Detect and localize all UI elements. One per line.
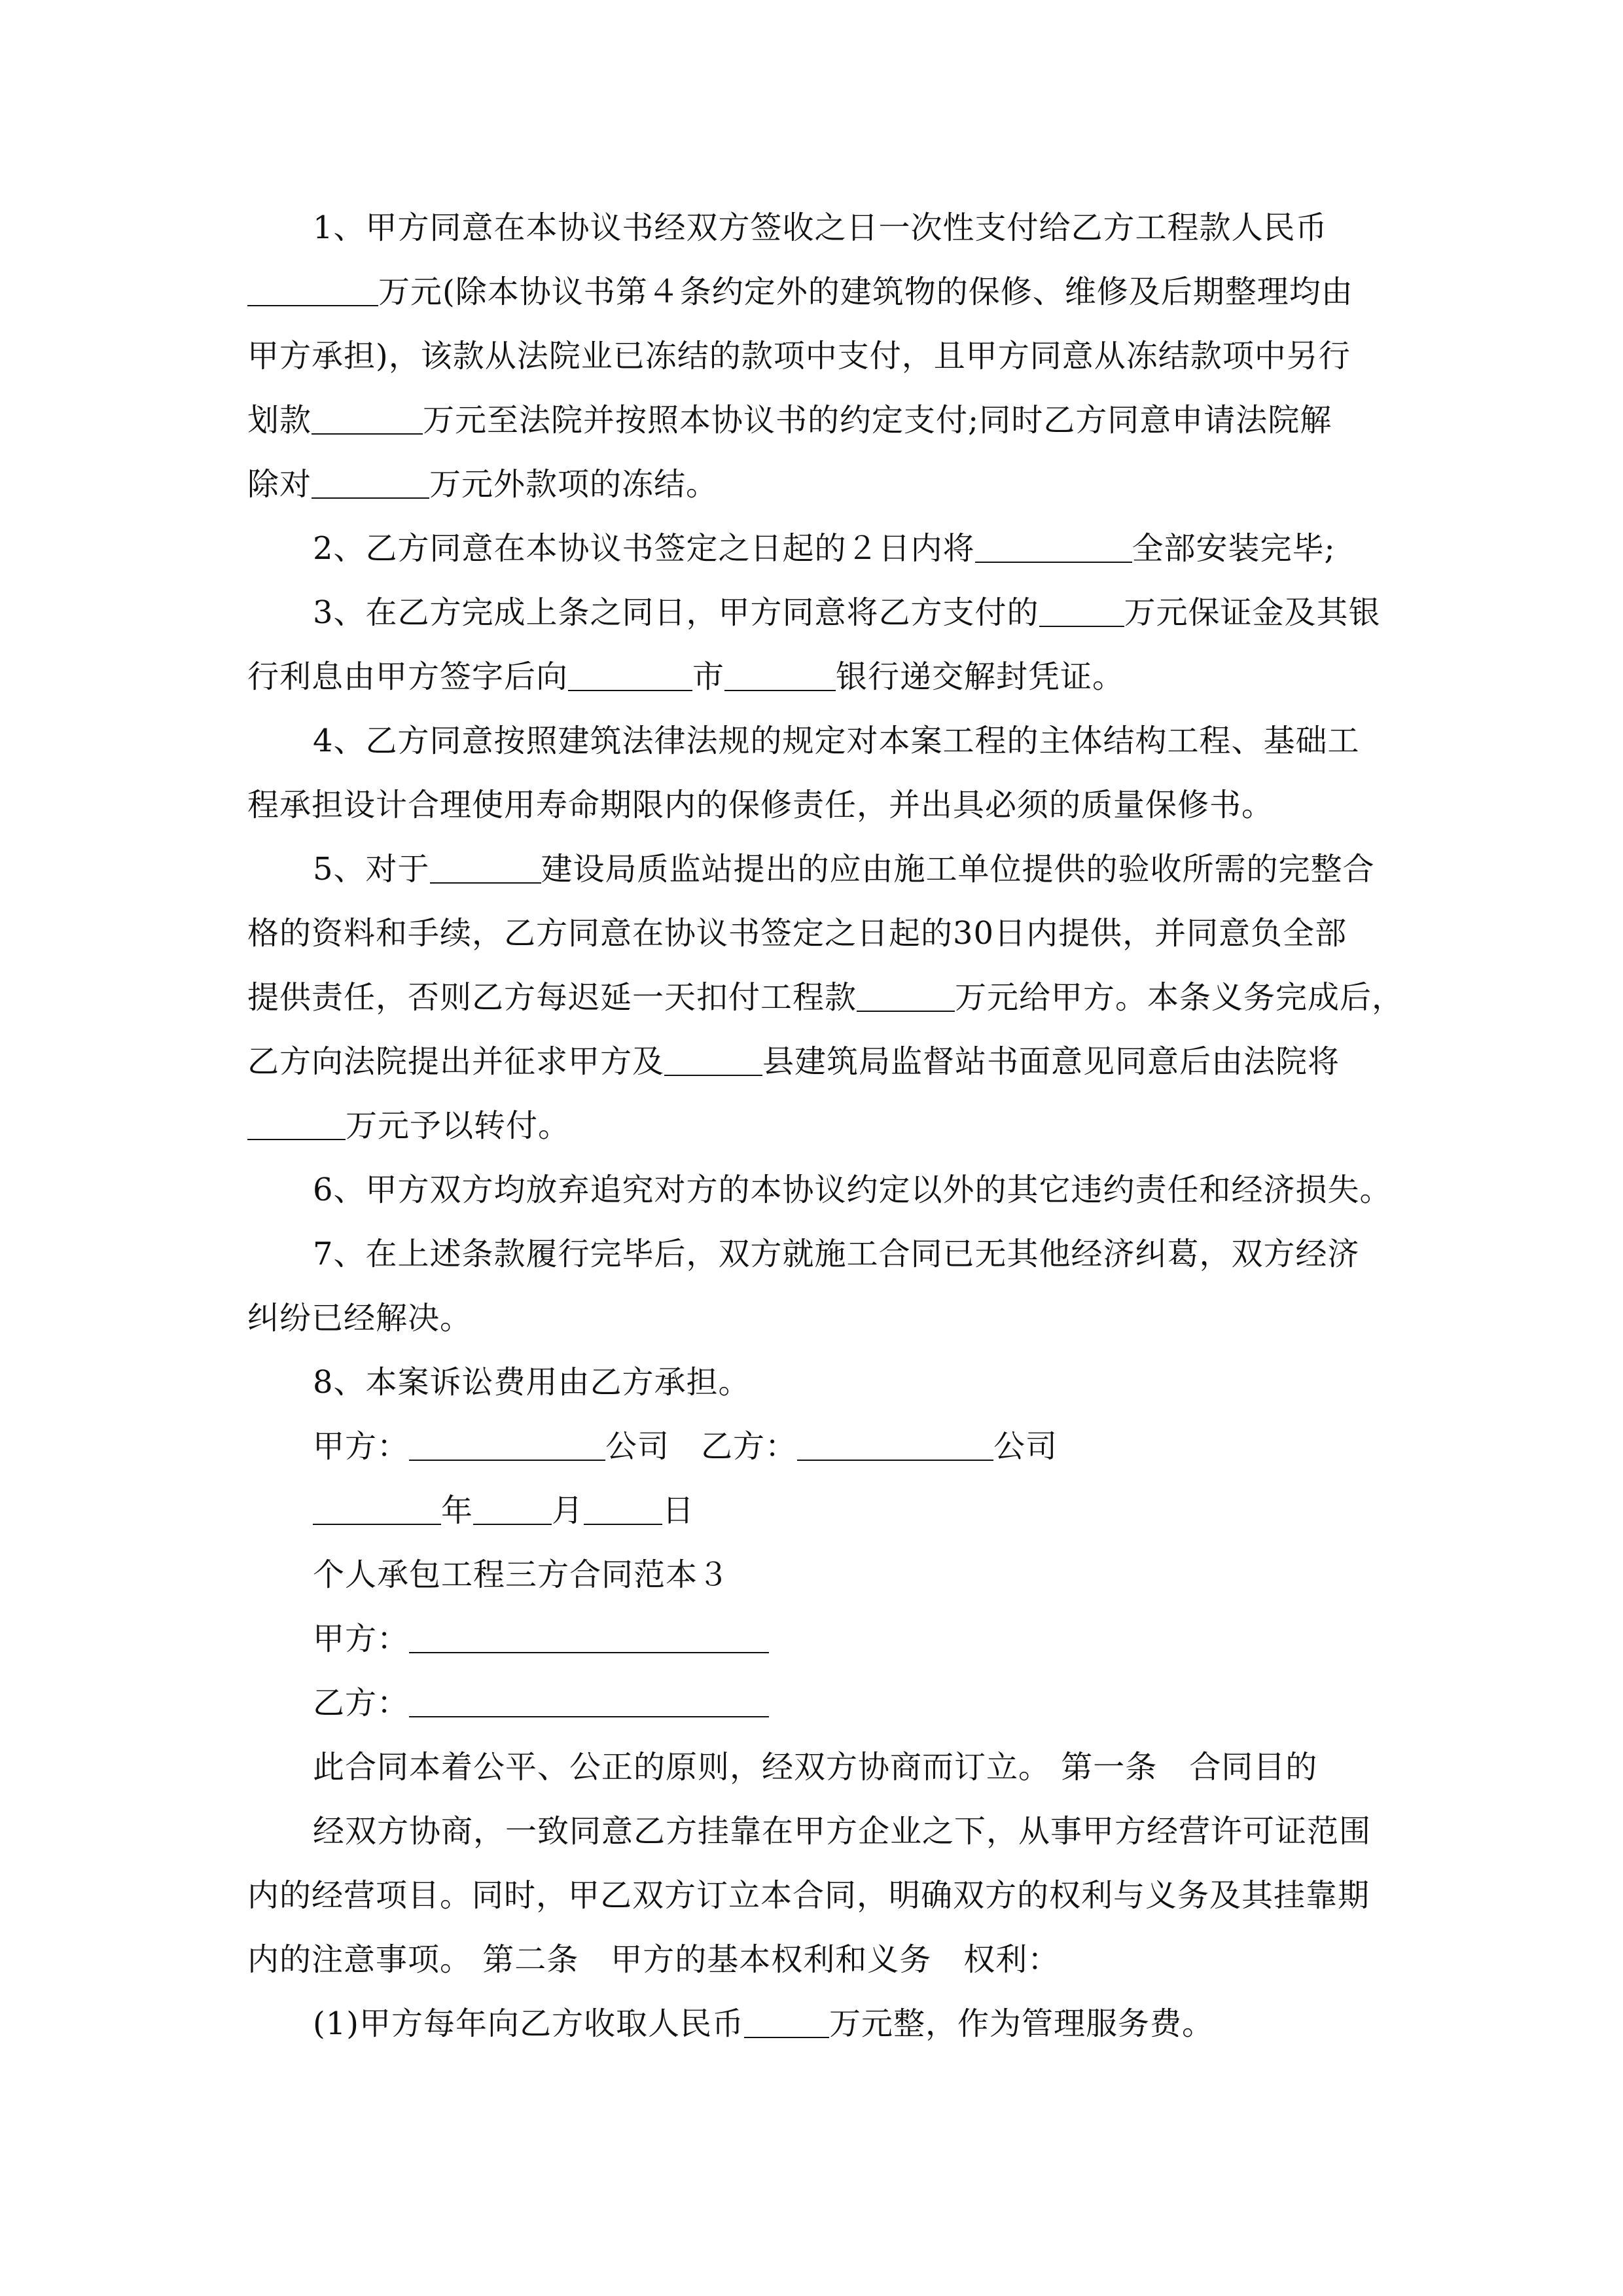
clause-5-line-1: 5、对于 建设局质监站提出的应由施工单位提供的验收所需的完整合 (313, 851, 1375, 888)
party-b-line: 乙方： (313, 1683, 769, 1723)
clause-8: 8、本案诉讼费用由乙方承担。 (313, 1364, 751, 1401)
intro-line: 此合同本着公平、公正的原则，经双方协商而订立。 第一条 合同目的 (313, 1749, 1318, 1785)
blank-amount[interactable] (247, 276, 378, 306)
clause-2: 2、乙方同意在本协议书签定之日起的２日内将 全部安装完毕; (313, 530, 1336, 567)
blank-county[interactable] (664, 1046, 762, 1076)
clause-3-line-1: 3、在乙方完成上条之同日，甲方同意将乙方支付的 万元保证金及其银 (313, 594, 1381, 631)
month-field[interactable] (473, 1495, 552, 1525)
clause-5-line-5: 万元予以转付。 (247, 1106, 570, 1145)
blank-amount[interactable] (744, 2008, 829, 2038)
clause-6: 6、甲方双方均放弃追究对方的本协议约定以外的其它违约责任和经济损失。 (313, 1172, 1392, 1208)
blank-item[interactable] (975, 533, 1132, 563)
article-1-line-1: 经双方协商，一致同意乙方挂靠在甲方企业之下，从事甲方经营许可证范围 (313, 1813, 1372, 1850)
clause-1-line-1: 1、甲方同意在本协议书经双方签收之日一次性支付给乙方工程款人民币 (313, 209, 1328, 246)
blank-amount[interactable] (312, 469, 429, 499)
clause-1-line-3: 甲方承担)，该款从法院业已冻结的款项中支付，且甲方同意从冻结款项中另行 (247, 338, 1351, 374)
item-1-line: (1)甲方每年向乙方收取人民币 万元整，作为管理服务费。 (313, 2005, 1215, 2042)
clause-1-line-5: 除对 万元外款项的冻结。 (247, 466, 719, 503)
signature-line: 甲方： 公司 乙方： 公司 (313, 1428, 1058, 1465)
blank-county[interactable] (430, 853, 541, 884)
blank-bank[interactable] (724, 661, 836, 691)
contract-title: 个人承包工程三方合同范本３ (313, 1556, 730, 1593)
clause-3-line-2: 行利息由甲方签字后向 市 银行递交解封凭证。 (247, 658, 1125, 695)
blank-amount[interactable] (1039, 597, 1124, 627)
clause-5-line-2: 格的资料和手续，乙方同意在协议书签定之日起的30日内提供，并同意负全部 (247, 915, 1347, 952)
blank-city[interactable] (568, 661, 692, 691)
party-a-line: 甲方： (313, 1619, 769, 1659)
party-b-company-field[interactable] (797, 1431, 993, 1461)
clause-4-line-2: 程承担设计合理使用寿命期限内的保修责任，并出具必须的质量保修书。 (247, 787, 1274, 823)
party-a-company-field[interactable] (409, 1431, 605, 1461)
article-1-line-3: 内的注意事项。 第二条 甲方的基本权利和义务 权利： (247, 1941, 1060, 1978)
blank-amount[interactable] (857, 982, 955, 1012)
day-field[interactable] (584, 1495, 662, 1525)
clause-4-line-1: 4、乙方同意按照建筑法律法规的规定对本案工程的主体结构工程、基础工 (313, 723, 1360, 759)
clause-7-line-1: 7、在上述条款履行完毕后，双方就施工合同已无其他经济纠葛，双方经济 (313, 1236, 1360, 1272)
clause-7-line-2: 纠纷已经解决。 (247, 1300, 473, 1336)
clause-1-line-2: 万元(除本协议书第４条约定外的建筑物的保修、维修及后期整理均由 (247, 272, 1353, 312)
year-field[interactable] (313, 1495, 441, 1525)
article-1-line-2: 内的经营项目。同时，甲乙双方订立本合同，明确双方的权利与义务及其挂靠期 (247, 1877, 1370, 1914)
clause-1-line-4: 划款 万元至法院并按照本协议书的约定支付;同时乙方同意申请法院解 (247, 402, 1332, 439)
party-b-field[interactable] (409, 1687, 769, 1717)
clause-5-line-4: 乙方向法院提出并征求甲方及 县建筑局监督站书面意见同意后由法院将 (247, 1043, 1340, 1080)
date-line: 年 月 日 (313, 1491, 694, 1530)
clause-5-line-3: 提供责任，否则乙方每迟延一天扣付工程款 万元给甲方。本条义务完成后， (247, 979, 1404, 1016)
blank-amount[interactable] (312, 404, 423, 435)
blank-amount[interactable] (247, 1110, 346, 1140)
party-a-field[interactable] (409, 1623, 769, 1653)
